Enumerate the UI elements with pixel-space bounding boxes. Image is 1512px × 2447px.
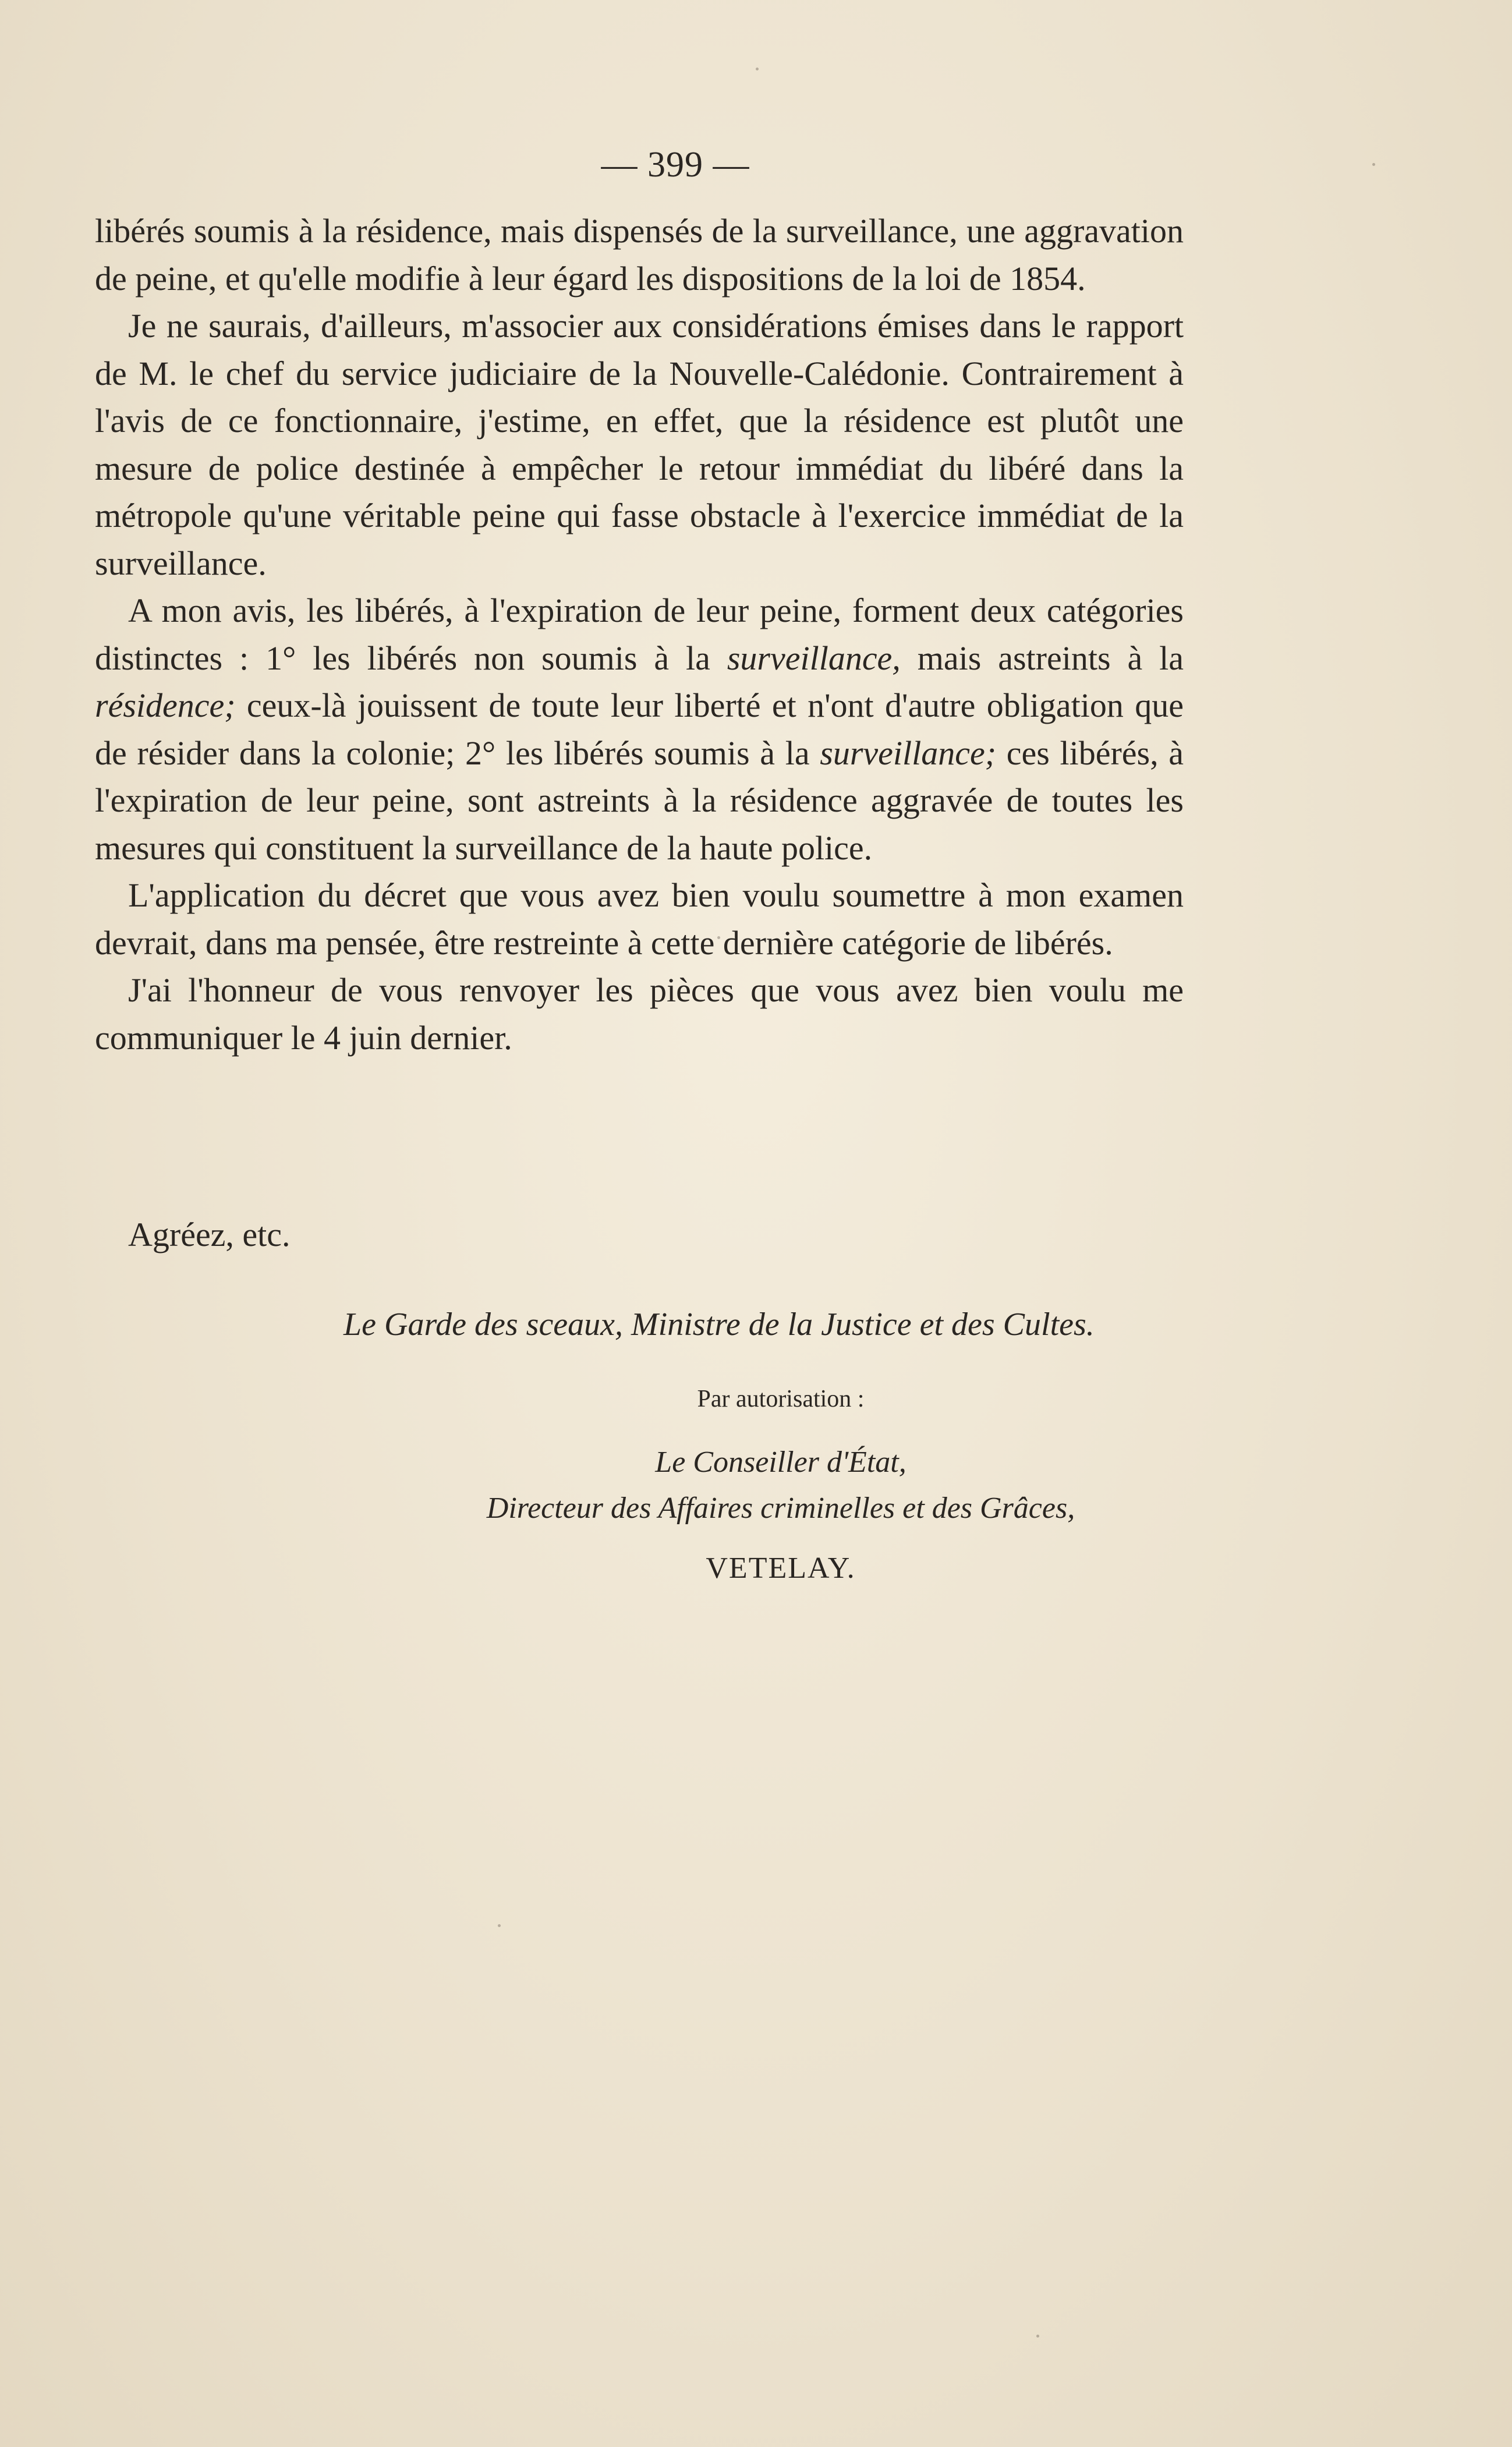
emphasis-surveillance: surveillance, [727,639,901,677]
directeur-line: Directeur des Affaires criminelles et des Grâces, [486,1492,1075,1525]
page-number: — 399 — [601,145,750,185]
closing-formula: Agréez, etc. [128,1216,291,1253]
emphasis-residence: résidence; [95,686,236,724]
paragraph-3 [95,587,1184,872]
signer-name: VETELAY. [706,1552,856,1585]
authorization-line: Par autorisation : [697,1386,865,1412]
paper-speck [498,1924,501,1927]
emphasis-surveillance-2: surveillance; [820,734,997,772]
paragraph-3-part-3: ceux-là jouissent de toute leur liberté et n'ont d'autre obligation que de résider dans la colonie; 2° les libérés soumis à la [95,686,1184,772]
paragraph-3-part-2: mais astreints à la [900,639,1184,677]
signature-title: Le Garde des sceaux, Ministre de la Justice et des Cultes. [344,1306,1095,1343]
paragraph-4: L'application du décret que vous avez bien voulu soumettre à mon examen devrait, dans ma pensée, être restreinte à cette dernière catégorie de libérés. [95,876,1184,962]
paragraph-3-part-4: ces libérés, à l'expiration de leur peine, sont astreints à la résidence aggravée de toutes les mesures qui constituent la surveillance de la haute police. [95,734,1184,867]
paper-speck [717,936,720,939]
paper-speck [1372,163,1375,166]
paragraph-1: libérés soumis à la résidence, mais dispensés de la surveillance, une aggravation de peine, et qu'elle modifie à leur égard les dispositions de la loi de 1854. [95,212,1184,298]
paragraph-5: J'ai l'honneur de vous renvoyer les pièces que vous avez bien voulu me communiquer le 4 juin dernier. [95,971,1184,1057]
paper-speck [1036,2335,1039,2338]
paragraph-3-part-1: A mon avis, les libérés, à l'expiration de leur peine, forment deux catégories distinctes : 1° les libérés non soumis à la [95,592,1184,677]
paragraph-2: Je ne saurais, d'ailleurs, m'associer aux considérations émises dans le rapport de M. le chef du service judiciaire de la Nouvelle-Calédonie. Contrairement à l'avis de ce fonctionnaire, j'estime, en effet, que la résidence est plutôt une mesure de police destinée à empêcher le retour immédiat du libéré dans la métropole qu'une véritable peine qui fasse obstacle à l'exercice immédiat de la surveillance. [95,307,1184,582]
conseiller-line: Le Conseiller d'État, [655,1446,907,1479]
paper-speck [756,68,759,70]
letter-body [95,207,1184,1061]
